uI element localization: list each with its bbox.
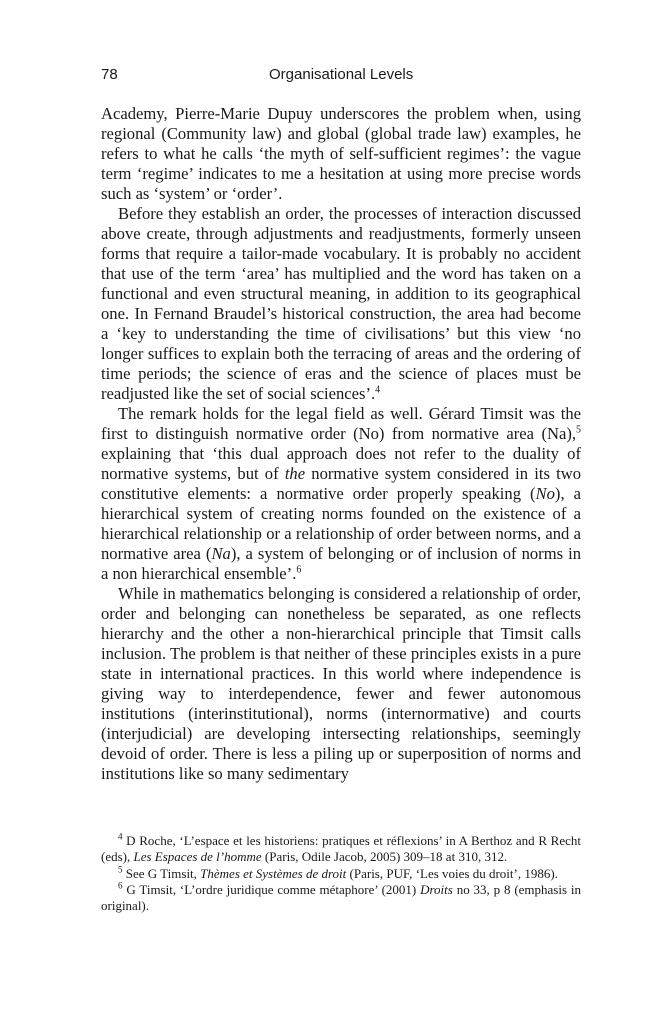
book-page [101, 0, 581, 1020]
body-text [101, 104, 581, 784]
footnote-number: 5 [118, 864, 123, 875]
paragraph-3-text-f: ), a system of belonging or of inclusion of norms in a non hierarchical ensemble’. [101, 544, 581, 583]
paragraph-2 [101, 204, 581, 404]
footnotes [101, 833, 581, 914]
footnote-number: 6 [118, 880, 123, 891]
paragraph-2-text: Before they establish an order, the processes of interaction discussed above create, through adjustments and readjustments, formerly unseen forms that require a tailor-made vocabulary. It is probably no accident that use of the term ‘area’ has multiplied and the word has taken on a functional and even structural meaning, in addition to its geographical one. In Fernand Braudel’s historical construction, the area had become a ‘key to understanding the time of civilisations’ but this view ‘no longer suffices to explain both the terracing of areas and the ordering of time periods; the science of eras and the science of places must be readjusted like the set of social sciences’. [101, 204, 581, 403]
emphasis-na: Na [211, 544, 231, 563]
emphasis-s: s [220, 464, 228, 483]
footnote-title: Thèmes et Systèmes de droit [200, 865, 347, 881]
footnote-text: (Paris, Odile Jacob, 2005) 309–18 at 310, 312. [261, 849, 508, 865]
paragraph-3-text-a: The remark holds for the legal field as well. Gérard Timsit was the first to distinguish normative order (No) from normative area (Na), [101, 404, 581, 443]
footnote-text: See G Timsit, [122, 865, 201, 881]
footnote-ref-4[interactable]: 4 [375, 384, 381, 396]
paragraph-1-text: Academy, Pierre-Marie Dupuy underscores the problem when, using regional (Community law) and global (global trade law) examples, he refers to what he calls ‘the myth of self-sufficient regimes’: the vague term ‘regime’ indicates to me a hesitation at using more precise words such as ‘system’ or ‘order’. [101, 104, 581, 203]
footnote-text: (Paris, PUF, ‘Les voies du droit’, 1986). [346, 865, 558, 881]
footnote-text: D Roche, ‘L’espace et les historiens: pratiques et réflexions’ in A Berthoz and R Recht (eds), [101, 833, 581, 865]
paragraph-1 [101, 104, 581, 204]
footnote-4 [101, 833, 581, 866]
paragraph-4-text: While in mathematics belonging is considered a relationship of order, order and belonging can nonetheless be separated, as one reflects hierarchy and the other a non-hierarchical principle that Timsit calls inclusion. The problem is that neither of these principles exists in a pure state in international practices. In this world where independence is giving way to interdependence, fewer and fewer autonomous institutions (interinstitutional), norms (internormative) and courts (interjudicial) are developing intersecting relationships, seemingly devoid of order. There is less a piling up or superposition of norms and institutions like so many sedimentary [101, 584, 581, 783]
emphasis-no: No [535, 484, 555, 503]
footnote-title: Les Espaces de l’homme [133, 849, 262, 865]
paragraph-3-text-b: explaining that ‘this dual approach does not refer to the duality of normative system [101, 444, 581, 483]
page-number: 78 [101, 66, 118, 83]
page-header [101, 66, 581, 90]
running-title: Organisational Levels [269, 66, 414, 83]
paragraph-3-text-c: , but of [227, 464, 285, 483]
footnote-ref-6[interactable]: 6 [296, 564, 302, 576]
emphasis-the: the [284, 464, 306, 483]
paragraph-3-text-d: normative system considered in its two constitutive elements: a normative order properly speaking ( [101, 464, 581, 503]
footnote-text: no 33, p 8 (emphasis in original). [101, 881, 581, 914]
paragraph-3-text-e: ), a hierarchical system of creating norms founded on the existence of a hierarchical relationship or a relationship of order between norms, and a normative area ( [101, 484, 581, 563]
footnote-5 [101, 866, 581, 882]
paragraph-3 [101, 404, 581, 584]
footnote-title: Droits [420, 881, 453, 897]
footnote-6 [101, 882, 581, 915]
footnote-text: G Timsit, ‘L’ordre juridique comme métaphore’ (2001) [122, 881, 421, 897]
footnote-ref-5[interactable]: 5 [576, 424, 581, 436]
paragraph-4 [101, 584, 581, 784]
footnote-number: 4 [118, 831, 123, 842]
